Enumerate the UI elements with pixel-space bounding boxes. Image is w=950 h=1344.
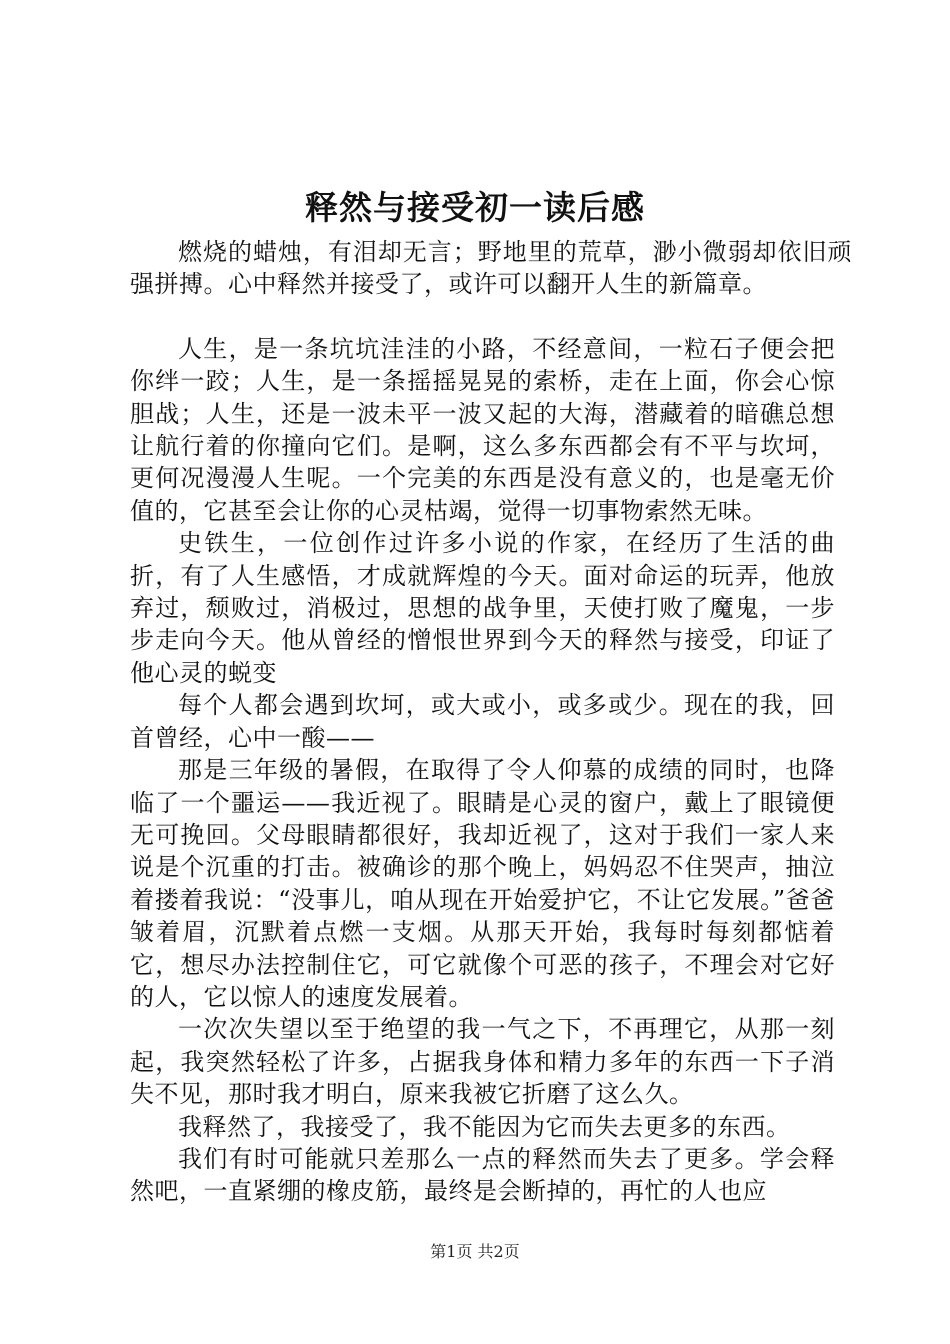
paragraph-life: 人生，是一条坑坑洼洼的小路，不经意间，一粒石子便会把你绊一跤；人生，是一条摇摇晃晃的索桥，走在上面，你会心惊胆战；人生，还是一波未平一波又起的大海，潜藏着的暗礁总想让航行着的你撞向它们。是啊，这么多东西都会有不平与坎坷，更何况漫漫人生呢。一个完美的东西是没有意义的，也是毫无价值的，它甚至会让你的心灵枯竭，觉得一切事物索然无味。 bbox=[130, 334, 835, 525]
paragraph-setbacks: 每个人都会遇到坎坷，或大或小，或多或少。现在的我，回首曾经，心中一酸—— bbox=[130, 691, 835, 752]
page-number-footer: 第1页 共2页 bbox=[430, 1242, 520, 1261]
paragraph-spacer bbox=[130, 301, 835, 333]
paragraph-acceptance: 我释然了，我接受了，我不能因为它而失去更多的东西。 bbox=[178, 1112, 791, 1141]
paragraph-shi-tiesheng: 史铁生，一位创作过许多小说的作家，在经历了生活的曲折，有了人生感悟，才成就辉煌的今天。面对命运的玩弄，他放弃过，颓败过，消极过，思想的战争里，天使打败了魔鬼，一步步走向今天。他从曾经的憎恨世界到今天的释然与接受，印证了他心灵的蜕变 bbox=[130, 529, 835, 687]
paragraph-despair: 一次次失望以至于绝望的我一气之下，不再理它，从那一刻起，我突然轻松了许多，占据我身体和精力多年的东西一下子消失不见，那时我才明白，原来我被它折磨了这么久。 bbox=[130, 1015, 835, 1109]
paragraph-intro: 燃烧的蜡烛，有泪却无言；野地里的荒草，渺小微弱却依旧顽强拼搏。心中释然并接受了，或许可以翻开人生的新篇章。 bbox=[130, 238, 852, 299]
document-body bbox=[130, 236, 852, 1208]
paragraph-conclusion: 我们有时可能就只差那么一点的释然而失去了更多。学会释然吧，一直紧绷的橡皮筋，最终是会断掉的，再忙的人也应 bbox=[130, 1144, 835, 1206]
document-title: 释然与接受初一读后感 bbox=[305, 188, 645, 227]
paragraph-myopia: 那是三年级的暑假，在取得了令人仰慕的成绩的同时，也降临了一个噩运——我近视了。眼睛是心灵的窗户，戴上了眼镜便无可挽回。父母眼睛都很好，我却近视了，这对于我们一家人来说是个沉重的打击。被确诊的那个晚上，妈妈忍不住哭声，抽泣着搂着我说：“没事儿，咱从现在开始爱护它，不让它发展。”爸爸皱着眉，沉默着点燃一支烟。从那天开始，我每时每刻都惦着它，想尽办法控制住它，可它就像个可恶的孩子，不理会对它好的人，它以惊人的速度发展着。 bbox=[130, 756, 835, 1011]
